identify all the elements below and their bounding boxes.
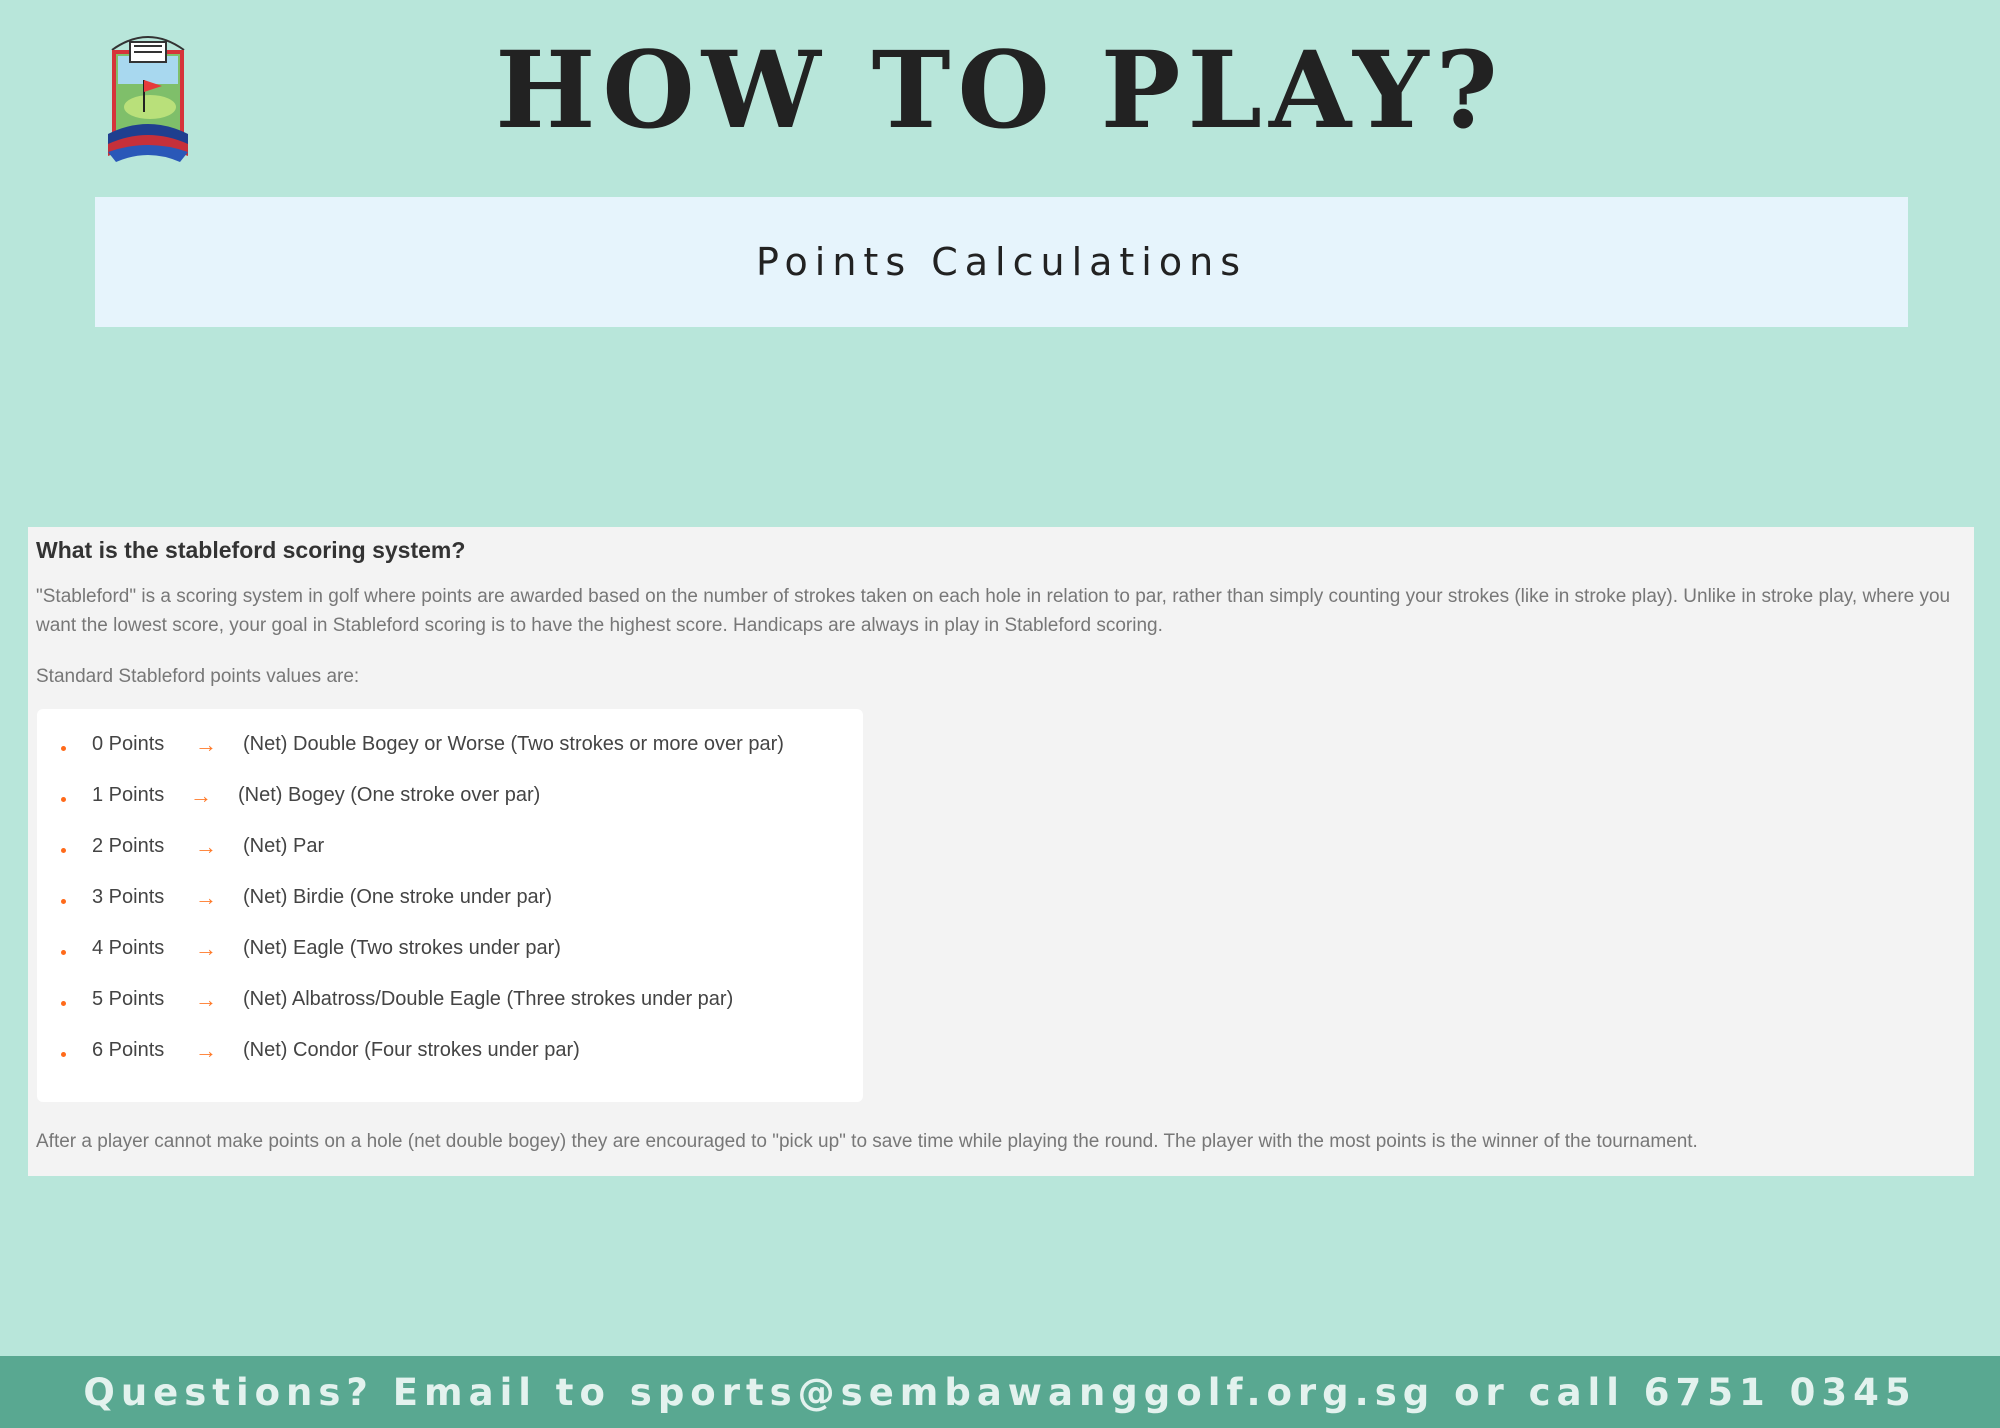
list-item	[37, 719, 863, 770]
list-item	[37, 770, 863, 821]
bullet-icon	[61, 950, 66, 955]
list-item	[37, 923, 863, 974]
points-value: 3 Points	[92, 886, 165, 908]
points-description: (Net) Eagle (Two strokes under par)	[243, 937, 561, 959]
contact-text: Questions? Email to sports@sembawanggolf.org.sg or call 6751 0345	[83, 1370, 1917, 1414]
bullet-icon	[61, 797, 66, 802]
points-description: (Net) Bogey (One stroke over par)	[238, 784, 541, 806]
points-description: (Net) Albatross/Double Eagle (Three strokes under par)	[243, 988, 734, 1010]
arrow-right-icon: →	[195, 884, 217, 910]
list-item	[37, 1025, 863, 1076]
arrow-right-icon: →	[190, 782, 212, 808]
closing-paragraph: After a player cannot make points on a hole (net double bogey) they are encouraged to "pick up" to save time while playing the round. The player with the most points is the winner of the tournament.	[36, 1131, 1698, 1152]
stableford-panel	[28, 527, 1974, 1176]
arrow-right-icon: →	[195, 935, 217, 961]
page-title: HOW TO PLAY?	[495, 27, 1505, 152]
intro-paragraph: "Stableford" is a scoring system in golf where points are awarded based on the number of strokes taken on each hole in relation to par, rather than simply counting your strokes (like in stroke play). Unlike in stroke play, where you want the lowest score, your goal in Stableford scoring is to have the highest score. Handicaps are always in play in Stableford scoring.	[36, 586, 1951, 636]
banner-subtitle: Points Calculations	[755, 240, 1247, 284]
question-heading: What is the stableford scoring system?	[36, 537, 466, 563]
bullet-icon	[61, 848, 66, 853]
bullet-icon	[61, 1001, 66, 1006]
list-item	[37, 974, 863, 1025]
list-item	[37, 821, 863, 872]
points-description: (Net) Birdie (One stroke under par)	[243, 886, 553, 908]
points-value: 0 Points	[92, 733, 165, 755]
points-description: (Net) Par	[243, 835, 325, 857]
points-description: (Net) Double Bogey or Worse (Two strokes or more over par)	[243, 733, 784, 755]
bullet-icon	[61, 746, 66, 751]
points-value: 2 Points	[92, 835, 165, 857]
bullet-icon	[61, 1052, 66, 1057]
list-item	[37, 872, 863, 923]
arrow-right-icon: →	[195, 731, 217, 757]
points-value: 1 Points	[92, 784, 165, 806]
points-card	[37, 709, 863, 1102]
standard-label: Standard Stableford points values are:	[36, 666, 360, 687]
points-value: 5 Points	[92, 988, 165, 1010]
points-description: (Net) Condor (Four strokes under par)	[243, 1039, 580, 1061]
section-banner	[95, 197, 1908, 327]
bullet-icon	[61, 899, 66, 904]
arrow-right-icon: →	[195, 986, 217, 1012]
arrow-right-icon: →	[195, 833, 217, 859]
arrow-right-icon: →	[195, 1037, 217, 1063]
points-value: 6 Points	[92, 1039, 165, 1061]
points-value: 4 Points	[92, 937, 165, 959]
contact-footer	[0, 1356, 2000, 1428]
